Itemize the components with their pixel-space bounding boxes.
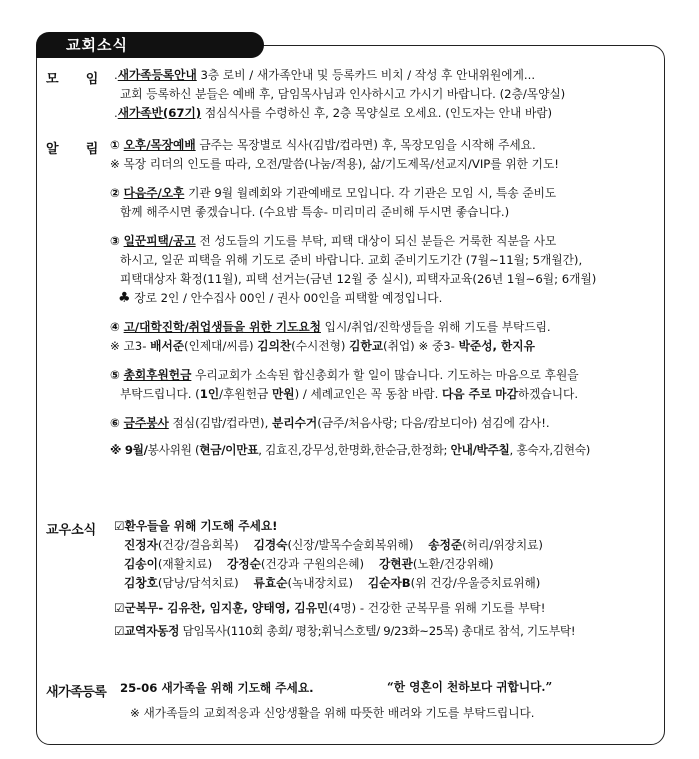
notice-3-detail-1: 하시고, 일꾼 피택을 위해 기도로 준비 바랍니다. 교회 준비기도기간 (7월~11월; 5개월간), <box>120 253 583 267</box>
gathering-line-2: 교회 등록하신 분들은 예배 후, 담임목사님과 인사하시고 가시기 바랍니다. (2층/목양실) <box>120 87 566 101</box>
category-members: 교우소식 <box>46 523 97 538</box>
members-prayer-heading: ☑환우들을 위해 기도해 주세요! <box>114 519 278 533</box>
notice-4: ④ 고/대학진학/취업생들을 위한 기도요청 입시/취업/진학생들을 위해 기도를 부탁드림. <box>110 320 551 334</box>
gathering-line-1: .새가족등록안내 3층 로비 / 새가족안내 및 등록카드 비치 / 작성 후 안내위원에게... <box>114 68 536 82</box>
notice-6: ⑥ 금주봉사 점심(김밥/컵라면), 분리수거(금주/처음사랑; 다음/캄보디아) 섬김에 감사!. <box>110 416 550 430</box>
members-patients-row-2: 김송이(재활치료) 강정순(건강과 구원의은혜) 강현관(노환/건강위해) <box>124 557 494 571</box>
notice-2-detail: 함께 해주시면 좋겠습니다. (수요밤 특송- 미리미리 준비해 두시면 좋습니다.) <box>120 205 510 219</box>
category-new-family: 새가족등록 <box>46 685 107 700</box>
gathering-line-3: .새가족반(67기) 점심식사를 수령하신 후, 2층 목양실로 오세요. (인도자는 안내 바람) <box>114 106 553 120</box>
clover-icon: ♣ <box>118 290 131 306</box>
members-military: ☑군복무- 김유찬, 임지훈, 양태영, 김유민(4명) - 건강한 군복무를 위해 기도를 부탁! <box>114 601 546 615</box>
notice-3: ③ 일꾼피택/공고 전 성도들의 기도를 부탁, 피택 대상이 되신 분들은 거룩한 직분을 사모 <box>110 234 557 248</box>
notice-1-detail: ※ 목장 리더의 인도를 따라, 오전/말씀(나눔/적용), 삶/기도제목/선교지/VIP를 위한 기도! <box>110 157 559 171</box>
section-title: 교회소식 <box>36 32 264 58</box>
category-notice: 알 림 <box>46 142 99 157</box>
members-pastor-news: ☑교역자동정 담임목사(110회 총회/ 평창;휘닉스호텔/ 9/23화~25목) 총대로 참석, 기도부탁! <box>114 624 576 638</box>
new-family-note: ※ 새가족들의 교회적응과 신앙생활을 위해 따뜻한 배려와 기도를 부탁드립니다. <box>130 706 535 720</box>
notice-5-detail: 부탁드립니다. (1인/후원헌금 만원) / 세례교인은 꼭 동참 바람. 다음 주로 마감하겠습니다. <box>120 387 579 401</box>
notice-3-detail-2: 피택대상자 확정(11월), 피택 선거는(금년 12월 중 실시), 피택자교육(26년 1월~6월; 6개월) <box>120 272 597 286</box>
notice-4-detail: ※ 고3- 배서준(인제대/씨름) 김의찬(수시전형) 김한교(취업) ※ 중3- 박준성, 한지유 <box>110 339 535 353</box>
notice-7: ※ 9월/봉사위원 (현금/이만표, 김효진,강무성,한명화,한순금,한정화; 안내/박주칠, 홍숙자,김현숙) <box>110 443 590 457</box>
new-family-prayer: 25-06 새가족을 위해 기도해 주세요. <box>120 681 314 695</box>
members-patients-row-1: 진정자(건강/걸음회복) 김경숙(신장/발목수술회복위해) 송정준(허리/위장치료) <box>124 538 543 552</box>
notice-2: ② 다음주/오후 기관 9월 월례회와 기관예배로 모입니다. 각 기관은 모임 시, 특송 준비도 <box>110 186 557 200</box>
members-patients-row-3: 김창호(담낭/담석치료) 류효순(녹내장치료) 김순자B(위 건강/우울증치료위해) <box>124 576 541 590</box>
notice-1: ① 오후/목장예배 금주는 목장별로 식사(김밥/컵라면) 후, 목장모임을 시작해 주세요. <box>110 138 536 152</box>
notice-3-detail-3: ♣ 장로 2인 / 안수집사 00인 / 권사 00인을 피택할 예정입니다. <box>118 290 443 306</box>
category-gathering: 모 임 <box>46 72 99 87</box>
new-family-quote: “한 영혼이 천하보다 귀합니다.” <box>387 680 553 694</box>
notice-5: ⑤ 총회후원헌금 우리교회가 소속된 합신총회가 할 일이 많습니다. 기도하는 마음으로 후원을 <box>110 368 579 382</box>
